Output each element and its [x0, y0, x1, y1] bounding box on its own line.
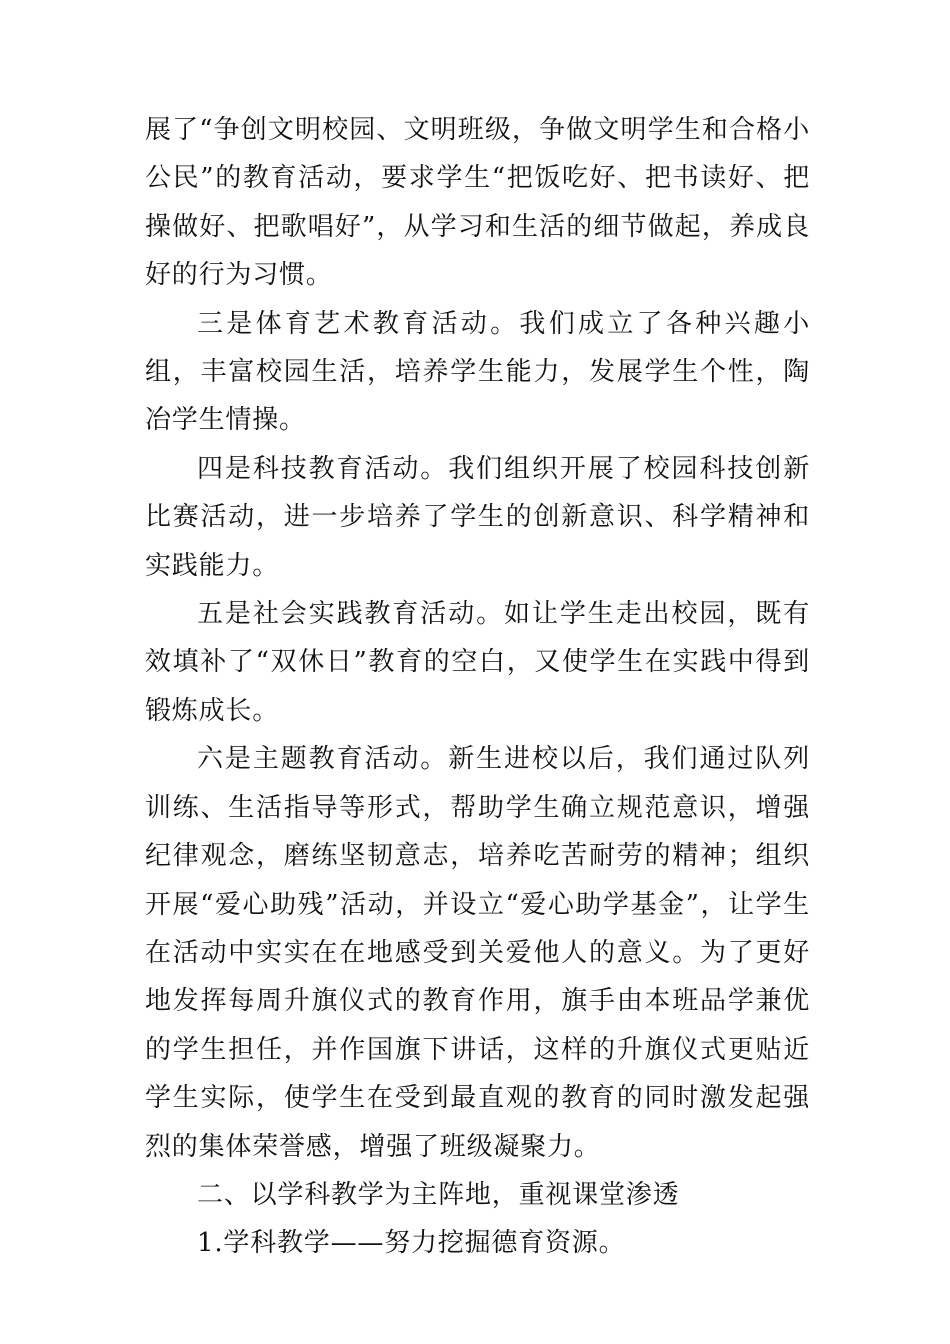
- paragraph-science-tech: 四是科技教育活动。我们组织开展了校园科技创新比赛活动，进一步培养了学生的创新意识、科学精神和实践能力。: [145, 453, 810, 581]
- document-body: [145, 106, 810, 1268]
- section-heading: 二、以学科教学为主阵地，重视课堂渗透: [197, 1179, 680, 1210]
- paragraph-continuation: 展了“争创文明校园、文明班级，争做文明学生和合格小公民”的教育活动，要求学生“把饭吃好、把书读好、把操做好、把歌唱好”，从学习和生活的细节做起，养成良好的行为习惯。: [145, 115, 810, 291]
- paragraph-sports-arts: 三是体育艺术教育活动。我们成立了各种兴趣小组，丰富校园生活，培养学生能力，发展学生个性，陶冶学生情操。: [145, 308, 810, 436]
- paragraph-social-practice: 五是社会实践教育活动。如让学生走出校园，既有效填补了“双休日”教育的空白，又使学生在实践中得到锻炼成长。: [145, 599, 810, 726]
- subsection-heading: 1.学科教学——努力挖掘德育资源。: [197, 1228, 626, 1259]
- paragraph-theme-education: 六是主题教育活动。新生进校以后，我们通过队列训练、生活指导等形式，帮助学生确立规范意识，增强纪律观念，磨练坚韧意志，培养吃苦耐劳的精神；组织开展“爱心助残”活动，并设立“爱心助学基金”，让学生在活动中实实在在地感受到关爱他人的意义。为了更好地发挥每周升旗仪式的教育作用，旗手由本班品学兼优的学生担任，并作国旗下讲话，这样的升旗仪式更贴近学生实际，使学生在受到最直观的教育的同时激发起强烈的集体荣誉感，增强了班级凝聚力。: [145, 744, 810, 1162]
